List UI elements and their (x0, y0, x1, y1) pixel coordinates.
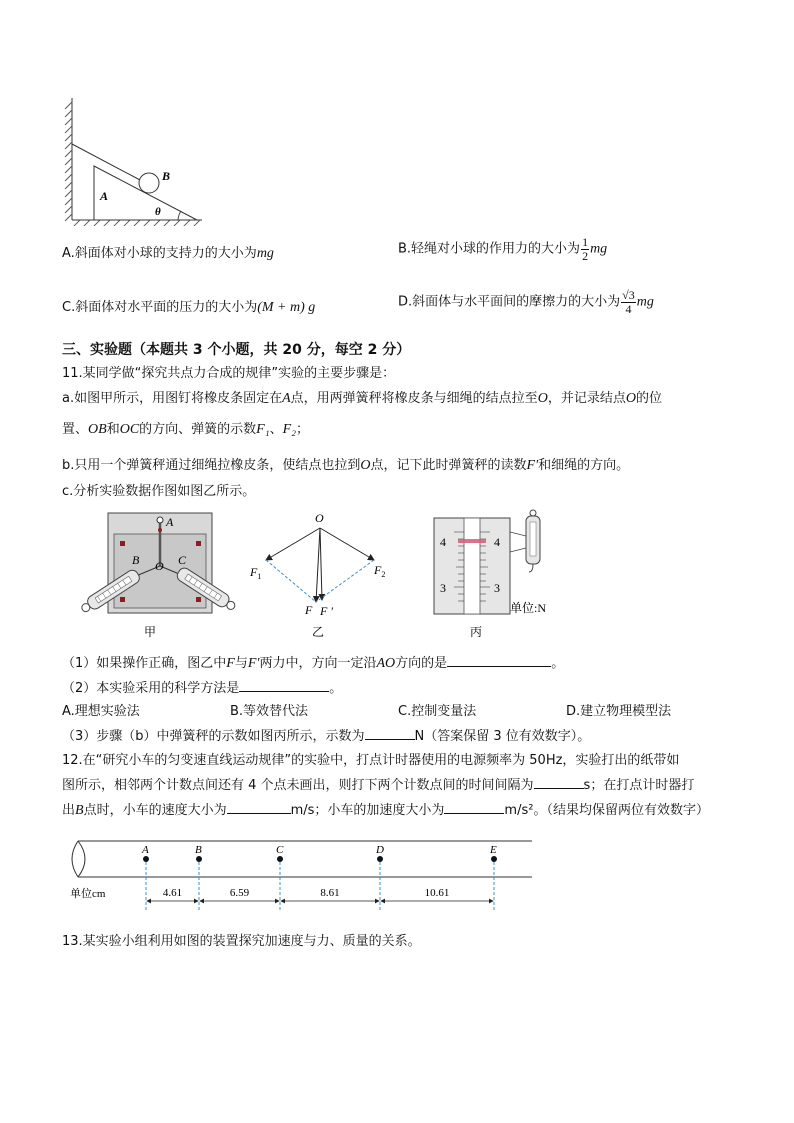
q11-sub2: （2）本实验采用的科学方法是 。 (62, 681, 343, 696)
tape-point-label-B: B (195, 844, 202, 856)
fraction-half: $\frac{1}{2}$ (582, 235, 589, 263)
q13-text: 13.某实验小组利用如图的装置探究加速度与力、质量的关系。 (62, 934, 421, 949)
jia-label-A: A (166, 515, 174, 529)
q11-sub1: （1）如果操作正确，图乙中F与F′两力中，方向一定沿AO方向的是 。 (62, 656, 565, 671)
tape-point-E (491, 856, 497, 862)
answer-blank-2[interactable] (239, 679, 329, 692)
figure-yi (246, 508, 392, 640)
vector-Fprime (320, 528, 322, 600)
q12-line2: 图所示，相邻两个计数点间还有 4 个点未画出，则打下两个计数点间的时间间隔为 s；在打点计时器打 (62, 778, 695, 793)
tape-point-C (277, 856, 283, 862)
bing-unit: 单位:N (510, 601, 547, 615)
q11-step-c: c.分析实验数据作图如图乙所示。 (62, 484, 256, 499)
pointer (458, 539, 486, 543)
ball (139, 173, 159, 193)
wall-hatching (65, 102, 72, 221)
parallelogram-left (266, 560, 316, 602)
vector-F (316, 528, 320, 602)
incline-figure (62, 94, 212, 226)
jia-caption: 甲 (144, 625, 157, 639)
parallelogram-right (316, 560, 374, 602)
option-10A: A.斜面体对小球的支持力的大小为mg (62, 246, 274, 261)
tape-point-label-C: C (276, 844, 284, 856)
tape-point-D (377, 856, 383, 862)
q11-choice-C: C.控制变量法 (398, 704, 477, 719)
bing-tick4-right: 4 (494, 535, 500, 549)
q12-line3: 出B点时，小车的速度大小为 m/s；小车的加速度大小为 m/s²。（结果均保留两位有效数字） (62, 803, 709, 818)
answer-blank-6[interactable] (444, 801, 504, 814)
vector-F1 (266, 528, 320, 560)
q11-step-a-line1: a.如图甲所示，用图钉将橡皮条固定在A点，用两弹簧秤将橡皮条与细绳的结点拉至O，并记录结点O的位 (62, 391, 662, 406)
bing-caption: 丙 (470, 625, 483, 639)
bing-tick3-right: 3 (494, 581, 500, 595)
q11-step-a-line2: 置、OB和OC的方向、弹簧的示数F₁、F₂； (62, 422, 310, 437)
section-heading: 三、实验题（本题共 3 个小题，共 20 分，每空 2 分） (62, 342, 411, 358)
figure-jia (78, 508, 238, 640)
bing-tick3-left: 3 (440, 581, 446, 595)
q12-line1: 12.在“研究小车的匀变速直线运动规律”的实验中，打点计时器使用的电源频率为 50Hz，实验打出的纸带如 (62, 753, 680, 768)
q11-choice-A: A.理想实验法 (62, 704, 140, 719)
tape-point-label-E: E (490, 844, 497, 856)
q11-sub3: （3）步骤（b）中弹簧秤的示数如图丙所示，示数为 N（答案保留 3 位有效数字）。 (62, 729, 591, 744)
yi-label-F: F (305, 603, 313, 617)
label-A: A (100, 189, 109, 203)
option-10D: D.斜面体与水平面间的摩擦力的大小为 $\frac{√3}{4}$ mg (398, 288, 654, 316)
paper-tape-figure (70, 835, 536, 915)
label-B: B (162, 169, 171, 183)
yi-label-F2: $F_2$ (374, 563, 386, 579)
option-10C: C.斜面体对水平面的压力的大小为(M + m) g (62, 300, 316, 315)
option-10B: B.轻绳对小球的作用力的大小为 $\frac{1}{2}$ mg (398, 235, 608, 263)
label-theta: θ (155, 206, 161, 218)
yi-caption: 乙 (312, 625, 325, 639)
figure-bing (430, 508, 570, 640)
bing-tick4-left: 4 (440, 535, 446, 549)
angle-arc (178, 211, 181, 220)
rope (72, 144, 140, 180)
ground-hatching (73, 220, 200, 226)
jia-label-B: B (132, 553, 140, 567)
tape-distance-label-2: 8.61 (320, 887, 340, 899)
tape-point-label-D: D (376, 844, 384, 856)
tape-point-B (196, 856, 202, 862)
tape-distance-label-3: 10.61 (424, 887, 450, 899)
jia-label-O: O (155, 559, 164, 573)
answer-blank-3[interactable] (365, 727, 415, 740)
answer-blank-4[interactable] (534, 776, 584, 789)
q11-intro: 11.某同学做“探究共点力合成的规律”实验的主要步骤是： (62, 366, 396, 381)
tape-point-label-A: A (142, 844, 149, 856)
q11-step-b: b.只用一个弹簧秤通过细绳拉橡皮条，使结点也拉到O点，记下此时弹簧秤的读数F′和细绳的方向。 (62, 458, 630, 473)
answer-blank-1[interactable] (447, 654, 551, 667)
q11-choice-D: D.建立物理模型法 (566, 704, 672, 719)
tape-unit: 单位cm (70, 888, 106, 900)
tape-point-A (143, 856, 149, 862)
yi-label-Fprime: F ′ (320, 604, 333, 618)
fraction-root3-4: $\frac{√3}{4}$ (622, 288, 635, 316)
answer-blank-5[interactable] (227, 801, 291, 814)
yi-label-F1: $F_1$ (250, 565, 262, 581)
vector-F2 (320, 528, 374, 560)
tape-distance-label-0: 4.61 (162, 887, 183, 899)
tape-distance-label-1: 6.59 (229, 887, 250, 899)
q11-choice-B: B.等效替代法 (230, 704, 309, 719)
jia-label-C: C (178, 553, 187, 567)
yi-label-O: O (315, 511, 324, 525)
